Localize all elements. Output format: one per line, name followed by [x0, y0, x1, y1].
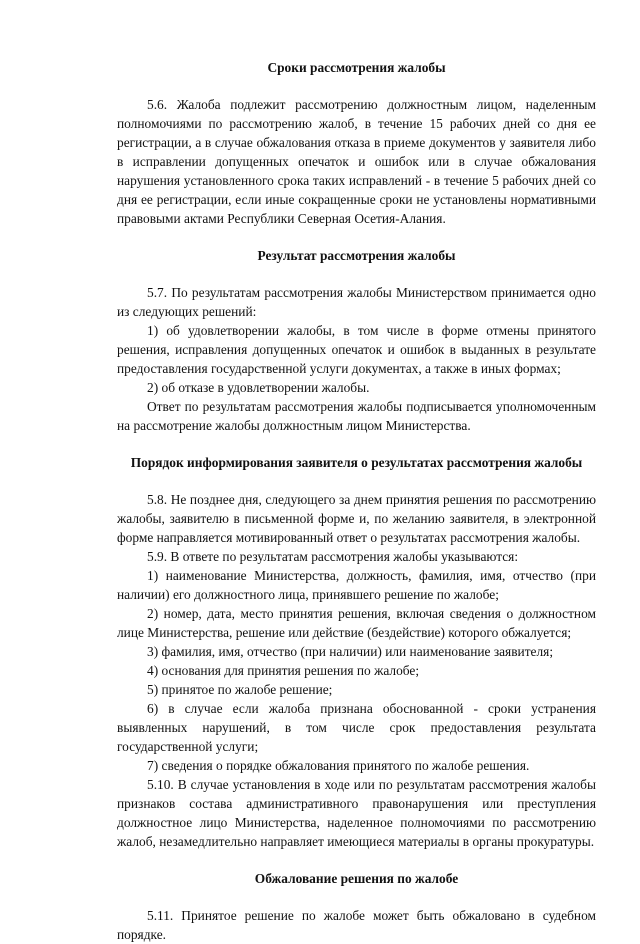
paragraph-answer-signature: Ответ по результатам рассмотрения жалобы подписывается уполномоченным на рассмотрение жалобы должностным лицом Министерства. — [117, 399, 596, 433]
list-item-answer-5: 5) принятое по жалобе решение; — [147, 682, 333, 697]
list-item-answer-3: 3) фамилия, имя, отчество (при наличии) или наименование заявителя; — [147, 644, 554, 659]
spacer — [117, 472, 596, 490]
paragraph-5-10: 5.10. В случае установления в ходе или по результатам рассмотрения жалобы признаков состава административного правонарушения или преступления должностное лицо Министерства, наделенное полномочиями по рассмотрению жалоб, незамедлительно направляет имеющиеся материалы в органы прокуратуры. — [117, 777, 596, 849]
paragraph-5-7: 5.7. По результатам рассмотрения жалобы Министерством принимается одно из следующих решений: — [117, 285, 596, 319]
spacer — [117, 265, 596, 283]
spacer — [117, 77, 596, 95]
spacer — [117, 228, 596, 246]
list-item-decision-1: 1) об удовлетворении жалобы, в том числе в форме отмены принятого решения, исправления допущенных опечаток и ошибок в выданных в результате предоставления государственной услуги документах, а также в иных формах; — [117, 323, 596, 376]
list-item-answer-1: 1) наименование Министерства, должность, фамилия, имя, отчество (при наличии) его должностного лица, принявшего решение по жалобе; — [117, 568, 596, 602]
list-item-answer-7: 7) сведения о порядке обжалования принятого по жалобе решения. — [147, 758, 530, 773]
list-item-answer-4: 4) основания для принятия решения по жалобе; — [147, 663, 420, 678]
paragraph-5-6: 5.6. Жалоба подлежит рассмотрению должностным лицом, наделенным полномочиями по рассмотрению жалоб, в течение 15 рабочих дней со дня ее регистрации, а в случае обжалования отказа в приеме документов у заявителя либо в исправлении допущенных опечаток и ошибок или в случае обжалования нарушения установленного срока таких исправлений - в течение 5 рабочих дней со дня ее регистрации, если иные сокращенные сроки не установлены нормативными правовыми актами Республики Северная Осетия-Алания. — [117, 97, 596, 226]
spacer — [117, 851, 596, 869]
paragraph-5-8: 5.8. Не позднее дня, следующего за днем принятия решения по рассмотрению жалобы, заявителю в письменной форме и, по желанию заявителя, в электронной форме направляется мотивированный ответ о результатах рассмотрения жалобы. — [117, 492, 596, 545]
spacer — [117, 888, 596, 906]
paragraph-5-9: 5.9. В ответе по результатам рассмотрения жалобы указываются: — [147, 549, 519, 564]
spacer — [117, 435, 596, 453]
section-heading-review-deadlines: Сроки рассмотрения жалобы — [267, 60, 446, 75]
list-item-answer-6: 6) в случае если жалоба признана обоснованной - сроки устранения выявленных нарушений, в том числе срок предоставления результата государственной услуги; — [117, 701, 596, 754]
list-item-answer-2: 2) номер, дата, место принятия решения, включая сведения о должностном лице Министерства, решение или действие (бездействие) которого обжалуется; — [117, 606, 596, 640]
section-heading-informing-applicant: Порядок информирования заявителя о результатах рассмотрения жалобы — [130, 455, 583, 470]
section-heading-appeal-decision: Обжалование решения по жалобе — [254, 871, 459, 886]
list-item-decision-2: 2) об отказе в удовлетворении жалобы. — [147, 380, 370, 395]
section-heading-review-result: Результат рассмотрения жалобы — [257, 248, 456, 263]
paragraph-5-11: 5.11. Принятое решение по жалобе может быть обжаловано в судебном порядке. — [117, 908, 596, 942]
